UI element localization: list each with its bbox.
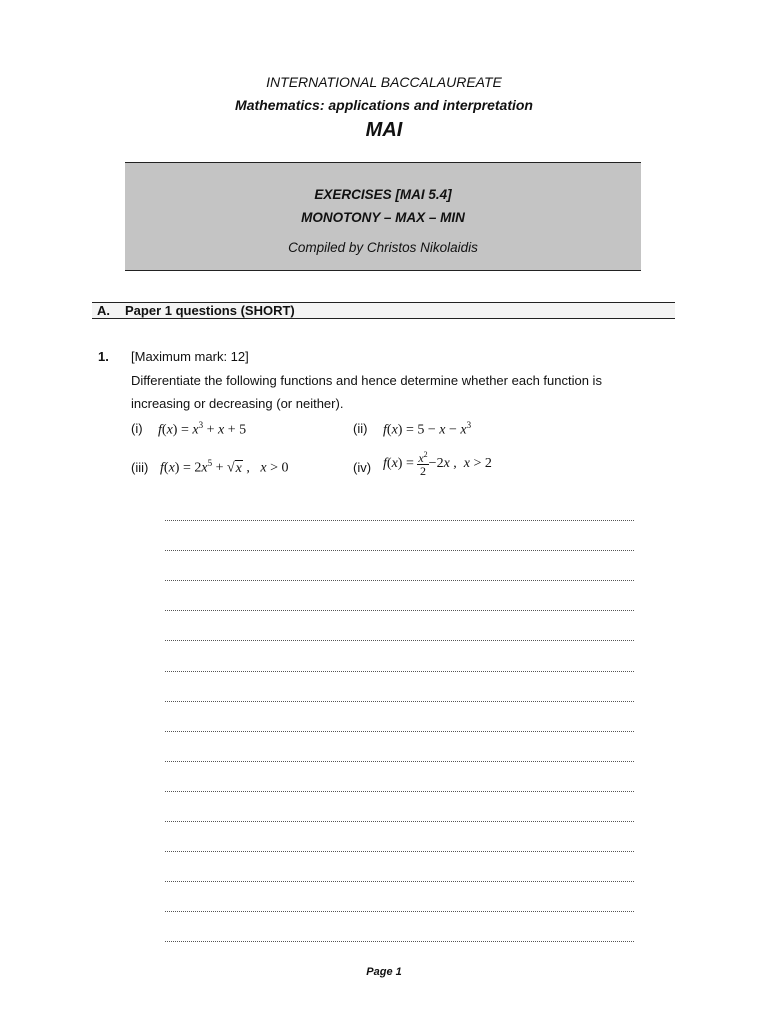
header-subject: Mathematics: applications and interpretation	[235, 97, 533, 113]
part-label-ii: (ii)	[353, 421, 368, 436]
answer-line	[165, 640, 634, 641]
section-heading	[92, 302, 675, 319]
answer-line	[165, 881, 634, 882]
header-course-code: MAI	[365, 119, 403, 141]
answer-line	[165, 731, 634, 732]
title-box	[125, 162, 641, 271]
part-label-iv: (iv)	[353, 460, 372, 475]
part-expression-i: $f(x) = x^3 + x + 5$	[158, 420, 247, 438]
answer-line	[165, 671, 634, 672]
answer-line	[165, 761, 634, 762]
section-title: Paper 1 questions (SHORT)	[125, 303, 295, 318]
question-number: 1.	[98, 349, 109, 364]
part-expression-ii: $f(x) = 5 - x - x^3$	[383, 420, 472, 438]
answer-line	[165, 550, 634, 551]
part-label-iii: (iii)	[131, 460, 149, 475]
answer-line	[165, 911, 634, 912]
part-label-i: (i)	[131, 421, 143, 436]
answer-line	[165, 791, 634, 792]
compiler-credit: Compiled by Christos Nikolaidis	[288, 240, 478, 255]
answer-line	[165, 851, 634, 852]
header-org: INTERNATIONAL BACCALAUREATE	[266, 74, 502, 90]
exercise-topic: MONOTONY – MAX – MIN	[301, 210, 465, 225]
part-expression-iii: $f(x) = 2x^5 + √x$ , x > 0	[160, 458, 289, 476]
answer-line	[165, 610, 634, 611]
answer-line	[165, 941, 634, 942]
part-expression-iv: f(x) = $\frac{x^2}{2}$ −2x , x > 2	[383, 450, 492, 478]
question-mark: [Maximum mark: 12]	[131, 349, 249, 364]
answer-line	[165, 520, 634, 521]
section-letter: A.	[97, 303, 110, 318]
answer-line	[165, 701, 634, 702]
exercise-title: EXERCISES [MAI 5.4]	[314, 187, 452, 202]
answer-line	[165, 580, 634, 581]
answer-line	[165, 821, 634, 822]
question-text-line2: increasing or decreasing (or neither).	[131, 396, 344, 411]
question-text-line1: Differentiate the following functions and hence determine whether each function is	[131, 373, 602, 388]
page-number: Page 1	[366, 966, 402, 978]
